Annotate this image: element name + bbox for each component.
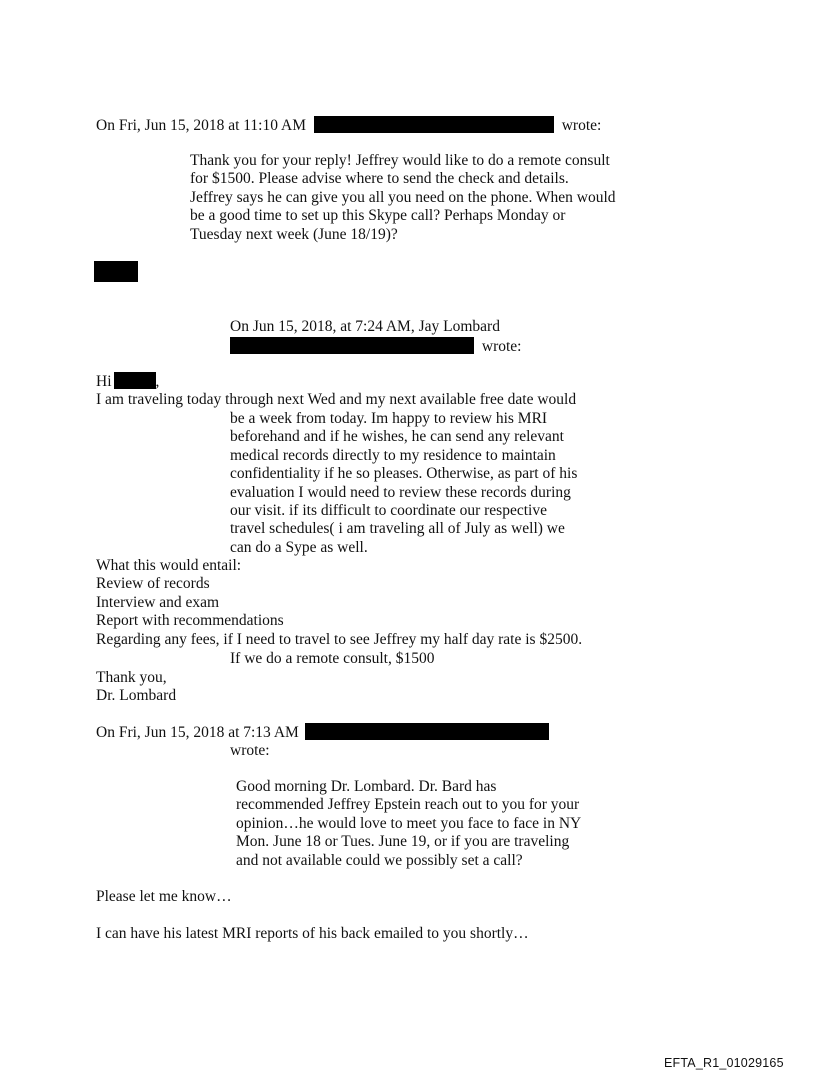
email1-header	[96, 116, 601, 135]
email3-header	[96, 723, 549, 742]
email1-body-line: for $1500. Please advise where to send the check and details.	[190, 170, 569, 188]
greeting-comma: ,	[155, 373, 160, 390]
email2-header-wrote: wrote:	[481, 338, 522, 355]
email3-header-wrote: wrote:	[230, 742, 270, 759]
email1-header-wrote: wrote:	[561, 117, 602, 134]
redaction-block	[114, 372, 156, 389]
redaction-block	[94, 261, 138, 282]
entail-heading: What this would entail:	[96, 557, 242, 574]
email2-greeting	[96, 372, 159, 391]
entail-item: Report with recommendations	[96, 612, 284, 630]
fees-continuation: If we do a remote consult, $1500	[230, 650, 435, 667]
redaction-block	[230, 337, 474, 354]
email3-body-line: recommended Jeffrey Epstein reach out to you for your	[236, 796, 580, 814]
email1-body-line: Tuesday next week (June 18/19)?	[190, 225, 398, 243]
email2-paragraph-line: medical records directly to my residence to maintain	[230, 446, 556, 464]
email1-body-line: Jeffrey says he can give you all you need on the phone. When would	[190, 188, 616, 206]
email3-body-line: and not available could we possibly set a call?	[236, 851, 523, 869]
email2-paragraph-line: travel schedules( i am traveling all of July as well) we	[230, 520, 565, 538]
email2-paragraph-line: be a week from today. Im happy to review his MRI	[230, 410, 548, 427]
signoff-name: Dr. Lombard	[96, 687, 177, 705]
email1-body-line: be a good time to set up this Skype call? Perhaps Monday or	[190, 207, 566, 225]
email2-paragraph-line: confidentiality if he so pleases. Otherwise, as part of his	[230, 465, 578, 483]
email3-body-line: Mon. June 18 or Tues. June 19, or if you are traveling	[236, 833, 570, 851]
entail-item: Review of records	[96, 575, 210, 593]
email1-body	[190, 152, 616, 244]
email2-paragraph-first-line: I am traveling today through next Wed and my next available free date would	[96, 391, 577, 408]
email2-signoff	[96, 669, 176, 706]
email3-header-date: On Fri, Jun 15, 2018 at 7:13 AM	[96, 724, 299, 741]
greeting-hi: Hi	[96, 373, 112, 390]
entail-item: Interview and exam	[96, 593, 220, 611]
email3-body-line: opinion…he would love to meet you face to face in NY	[236, 814, 582, 832]
email2-paragraph-line: beforehand and if he wishes, he can send any relevant	[230, 428, 564, 446]
redaction-block	[305, 723, 549, 740]
email1-body-line: Thank you for your reply! Jeffrey would like to do a remote consult	[190, 152, 610, 169]
fees-line: Regarding any fees, if I need to travel to see Jeffrey my half day rate is $2500.	[96, 630, 583, 648]
email1-header-date: On Fri, Jun 15, 2018 at 11:10 AM	[96, 117, 306, 134]
email3-body-line: Good morning Dr. Lombard. Dr. Bard has	[236, 778, 497, 795]
signoff-line: Thank you,	[96, 669, 167, 686]
email3-closing-1: Please let me know…	[96, 888, 232, 905]
email2-entail-list	[96, 557, 582, 649]
redaction-block	[314, 116, 554, 133]
email2-paragraph-line: can do a Sype as well.	[230, 538, 368, 556]
email2-header-line2	[230, 337, 521, 356]
bates-number: EFTA_R1_01029165	[664, 1056, 784, 1070]
email3-body	[236, 778, 581, 870]
email2-paragraph-line: evaluation I would need to review these records during	[230, 483, 571, 501]
email2-paragraph	[230, 410, 577, 557]
email2-header-line1: On Jun 15, 2018, at 7:24 AM, Jay Lombard	[230, 318, 500, 335]
email3-closing-2: I can have his latest MRI reports of his back emailed to you shortly…	[96, 925, 529, 942]
email2-paragraph-line: our visit. if its difficult to coordinate our respective	[230, 501, 547, 519]
